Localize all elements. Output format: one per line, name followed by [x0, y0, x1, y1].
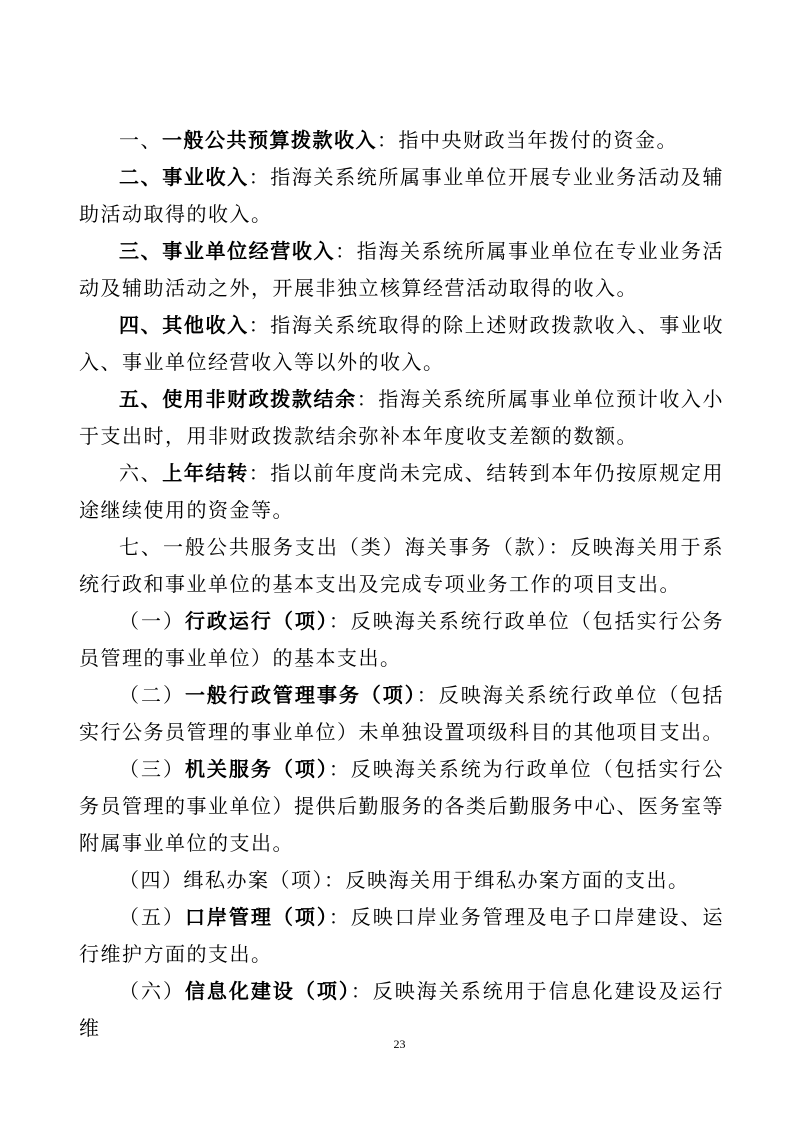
paragraph-2 — [79, 159, 724, 233]
term-description: ：反映海关用于缉私办案方面的支出。 — [324, 868, 690, 892]
paragraph-lead: 三、 — [119, 239, 163, 263]
paragraph-lead: 二、 — [119, 165, 163, 189]
paragraph-7 — [79, 529, 724, 603]
term-heading: 事业单位经营收入 — [162, 239, 336, 263]
term-heading: 使用非财政拨款结余 — [162, 387, 357, 411]
paragraph-4 — [79, 307, 724, 381]
paragraph-12 — [79, 899, 724, 973]
term-description: ：指海关系统所属事业单位预计收入小于支出时，用非财政拨款结余弥补本年度收支差额的数额。 — [79, 387, 725, 448]
paragraph-lead: 六、 — [119, 461, 163, 485]
term-description: ：反映海关系统行政单位（包括实行公务员管理的事业单位）未单独设置项级科目的其他项目支出。 — [79, 683, 725, 744]
paragraph-9 — [79, 677, 724, 751]
term-heading: 事业收入 — [162, 165, 249, 189]
term-heading: 行政运行（项） — [184, 609, 329, 633]
term-description: ：指中央财政当年拨付的资金。 — [377, 128, 678, 152]
term-heading: 其他收入 — [162, 313, 249, 337]
paragraph-5 — [79, 381, 724, 455]
term-description: ：反映海关系统为行政单位（包括实行公务员管理的事业单位）提供后勤服务的各类后勤服务中心、医务室等附属事业单位的支出。 — [79, 757, 725, 855]
term-description: ：反映口岸业务管理及电子口岸建设、运行维护方面的支出。 — [79, 905, 725, 966]
paragraph-lead: 五、 — [119, 387, 163, 411]
term-heading: 一般公共服务支出（类）海关事务（款） — [162, 535, 549, 559]
term-heading: 一般行政管理事务（项） — [184, 683, 417, 707]
term-heading: 缉私办案（项） — [183, 868, 324, 892]
term-heading: 信息化建设（项） — [184, 979, 351, 1003]
paragraph-1 — [79, 122, 724, 159]
term-heading: 机关服务（项） — [184, 757, 329, 781]
paragraph-lead: 一、 — [119, 128, 162, 152]
term-description: ：反映海关系统行政单位（包括实行公务员管理的事业单位）的基本支出。 — [79, 609, 725, 670]
paragraph-lead: （三） — [119, 757, 185, 781]
paragraph-lead: 七、 — [119, 535, 163, 559]
term-description: ：反映海关系统用于信息化建设及运行维 — [79, 979, 725, 1040]
term-description: ：反映海关用于系统行政和事业单位的基本支出及完成专项业务工作的项目支出。 — [79, 535, 725, 596]
term-heading: 口岸管理（项） — [184, 905, 329, 929]
term-heading: 一般公共预算拨款收入 — [162, 128, 377, 152]
paragraph-lead: （六） — [119, 979, 185, 1003]
paragraph-3 — [79, 233, 724, 307]
paragraph-11 — [79, 862, 724, 899]
paragraph-6 — [79, 455, 724, 529]
paragraph-10 — [79, 751, 724, 862]
paragraph-lead: （五） — [119, 905, 185, 929]
paragraph-13 — [79, 973, 724, 1047]
paragraph-lead: 四、 — [119, 313, 163, 337]
paragraph-lead: （四） — [119, 868, 184, 892]
paragraph-lead: （二） — [119, 683, 185, 707]
term-description: ：指以前年度尚未完成、结转到本年仍按原规定用途继续使用的资金等。 — [79, 461, 725, 522]
term-description: ：指海关系统所属事业单位在专业业务活动及辅助活动之外，开展非独立核算经营活动取得的收入。 — [79, 239, 725, 300]
body-text — [79, 122, 724, 1047]
page-number: 23 — [393, 1037, 406, 1051]
term-heading: 上年结转 — [162, 461, 249, 485]
term-description: ：指海关系统所属事业单位开展专业业务活动及辅助活动取得的收入。 — [79, 165, 725, 226]
paragraph-lead: （一） — [119, 609, 185, 633]
paragraph-8 — [79, 603, 724, 677]
term-description: ：指海关系统取得的除上述财政拨款收入、事业收入、事业单位经营收入等以外的收入。 — [79, 313, 725, 374]
